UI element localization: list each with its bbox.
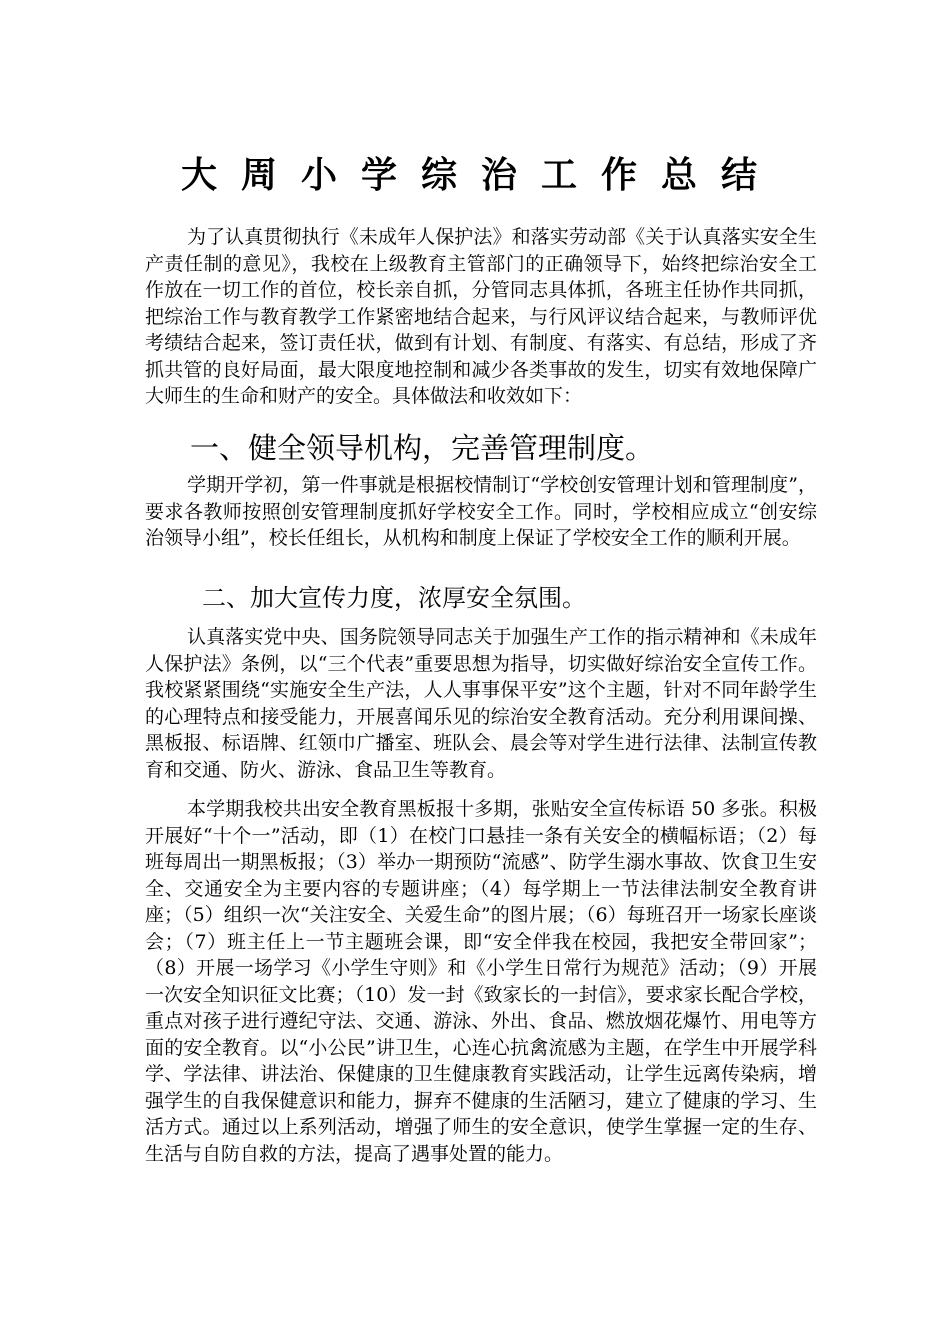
section-2-paragraph-1: 认真落实党中央、国务院领导同志关于加强生产工作的指示精神和《未成年人保护法》条例，以“三个代表”重要思想为指导，切实做好综治安全宣传工作。我校紧紧围绕“实施安全生产法，人人事事保平安”这个主题，针对不同年龄学生的心理特点和接受能力，开展喜闻乐见的综治安全教育活动。充分利用课间操、黑板报、标语牌、红领巾广播室、班队会、晨会等对学生进行法律、法制宣传教育和交通、防火、游泳、食品卫生等教育。 [145,626,817,781]
document-title: 大周小学综治工作总结 [180,155,781,197]
intro-paragraph: 为了认真贯彻执行《未成年人保护法》和落实劳动部《关于认真落实安全生产责任制的意见》，我校在上级教育主管部门的正确领导下，始终把综治安全工作放在一切工作的首位，校长亲自抓，分管同志具体抓，各班主任协作共同抓，把综治工作与教育教学工作紧密地结合起来，与行风评议结合起来，与教师评优考绩结合起来，签订责任状，做到有计划、有制度、有落实、有总结，形成了齐抓共管的良好局面，最大限度地控制和减少各类事故的发生，切实有效地保障广大师生的生命和财产的安全。具体做法和收效如下： [145,226,817,407]
section-1-paragraph: 学期开学初，第一件事就是根据校情制订“学校创安管理计划和管理制度”，要求各教师按照创安管理制度抓好学校安全工作。同时，学校相应成立“创安综治领导小组”，校长任组长，从机构和制度上保证了学校安全工作的顺利开展。 [145,474,817,549]
section-2-paragraph-2: 本学期我校共出安全教育黑板报十多期，张贴安全宣传标语 50 多张。积极开展好“十个一”活动，即（1）在校门口悬挂一条有关安全的横幅标语；（2）每班每周出一期黑板报；（3）举办一期预防“流感”、防学生溺水事故、饮食卫生安全、交通安全为主要内容的专题讲座；（4）每学期上一节法律法制安全教育讲座；（5）组织一次“关注安全、关爱生命”的图片展；（6）每班召开一场家长座谈会；（7）班主任上一节主题班会课，即“安全伴我在校园，我把安全带回家”；（8）开展一场学习《小学生守则》和《小学生日常行为规范》活动；（9）开展一次安全知识征文比赛；（10）发一封《致家长的一封信》，要求家长配合学校，重点对孩子进行遵纪守法、交通、游泳、外出、食品、燃放烟花爆竹、用电等方面的安全教育。以“小公民”讲卫生，心连心抗禽流感为主题，在学生中开展学科学、学法律、讲法治、保健康的卫生健康教育实践活动，让学生远离传染病，增强学生的自我保健意识和能力，摒弃不健康的生活陋习，建立了健康的学习、生活方式。通过以上系列活动，增强了师生的安全意识，使学生掌握一定的生存、生活与自防自救的方法，提高了遇事处置的能力。 [145,798,817,1165]
section-1-heading: 一、健全领导机构，完善管理制度。 [190,431,655,465]
section-2-heading: 二、加大宣传力度，浓厚安全氛围。 [202,584,586,612]
